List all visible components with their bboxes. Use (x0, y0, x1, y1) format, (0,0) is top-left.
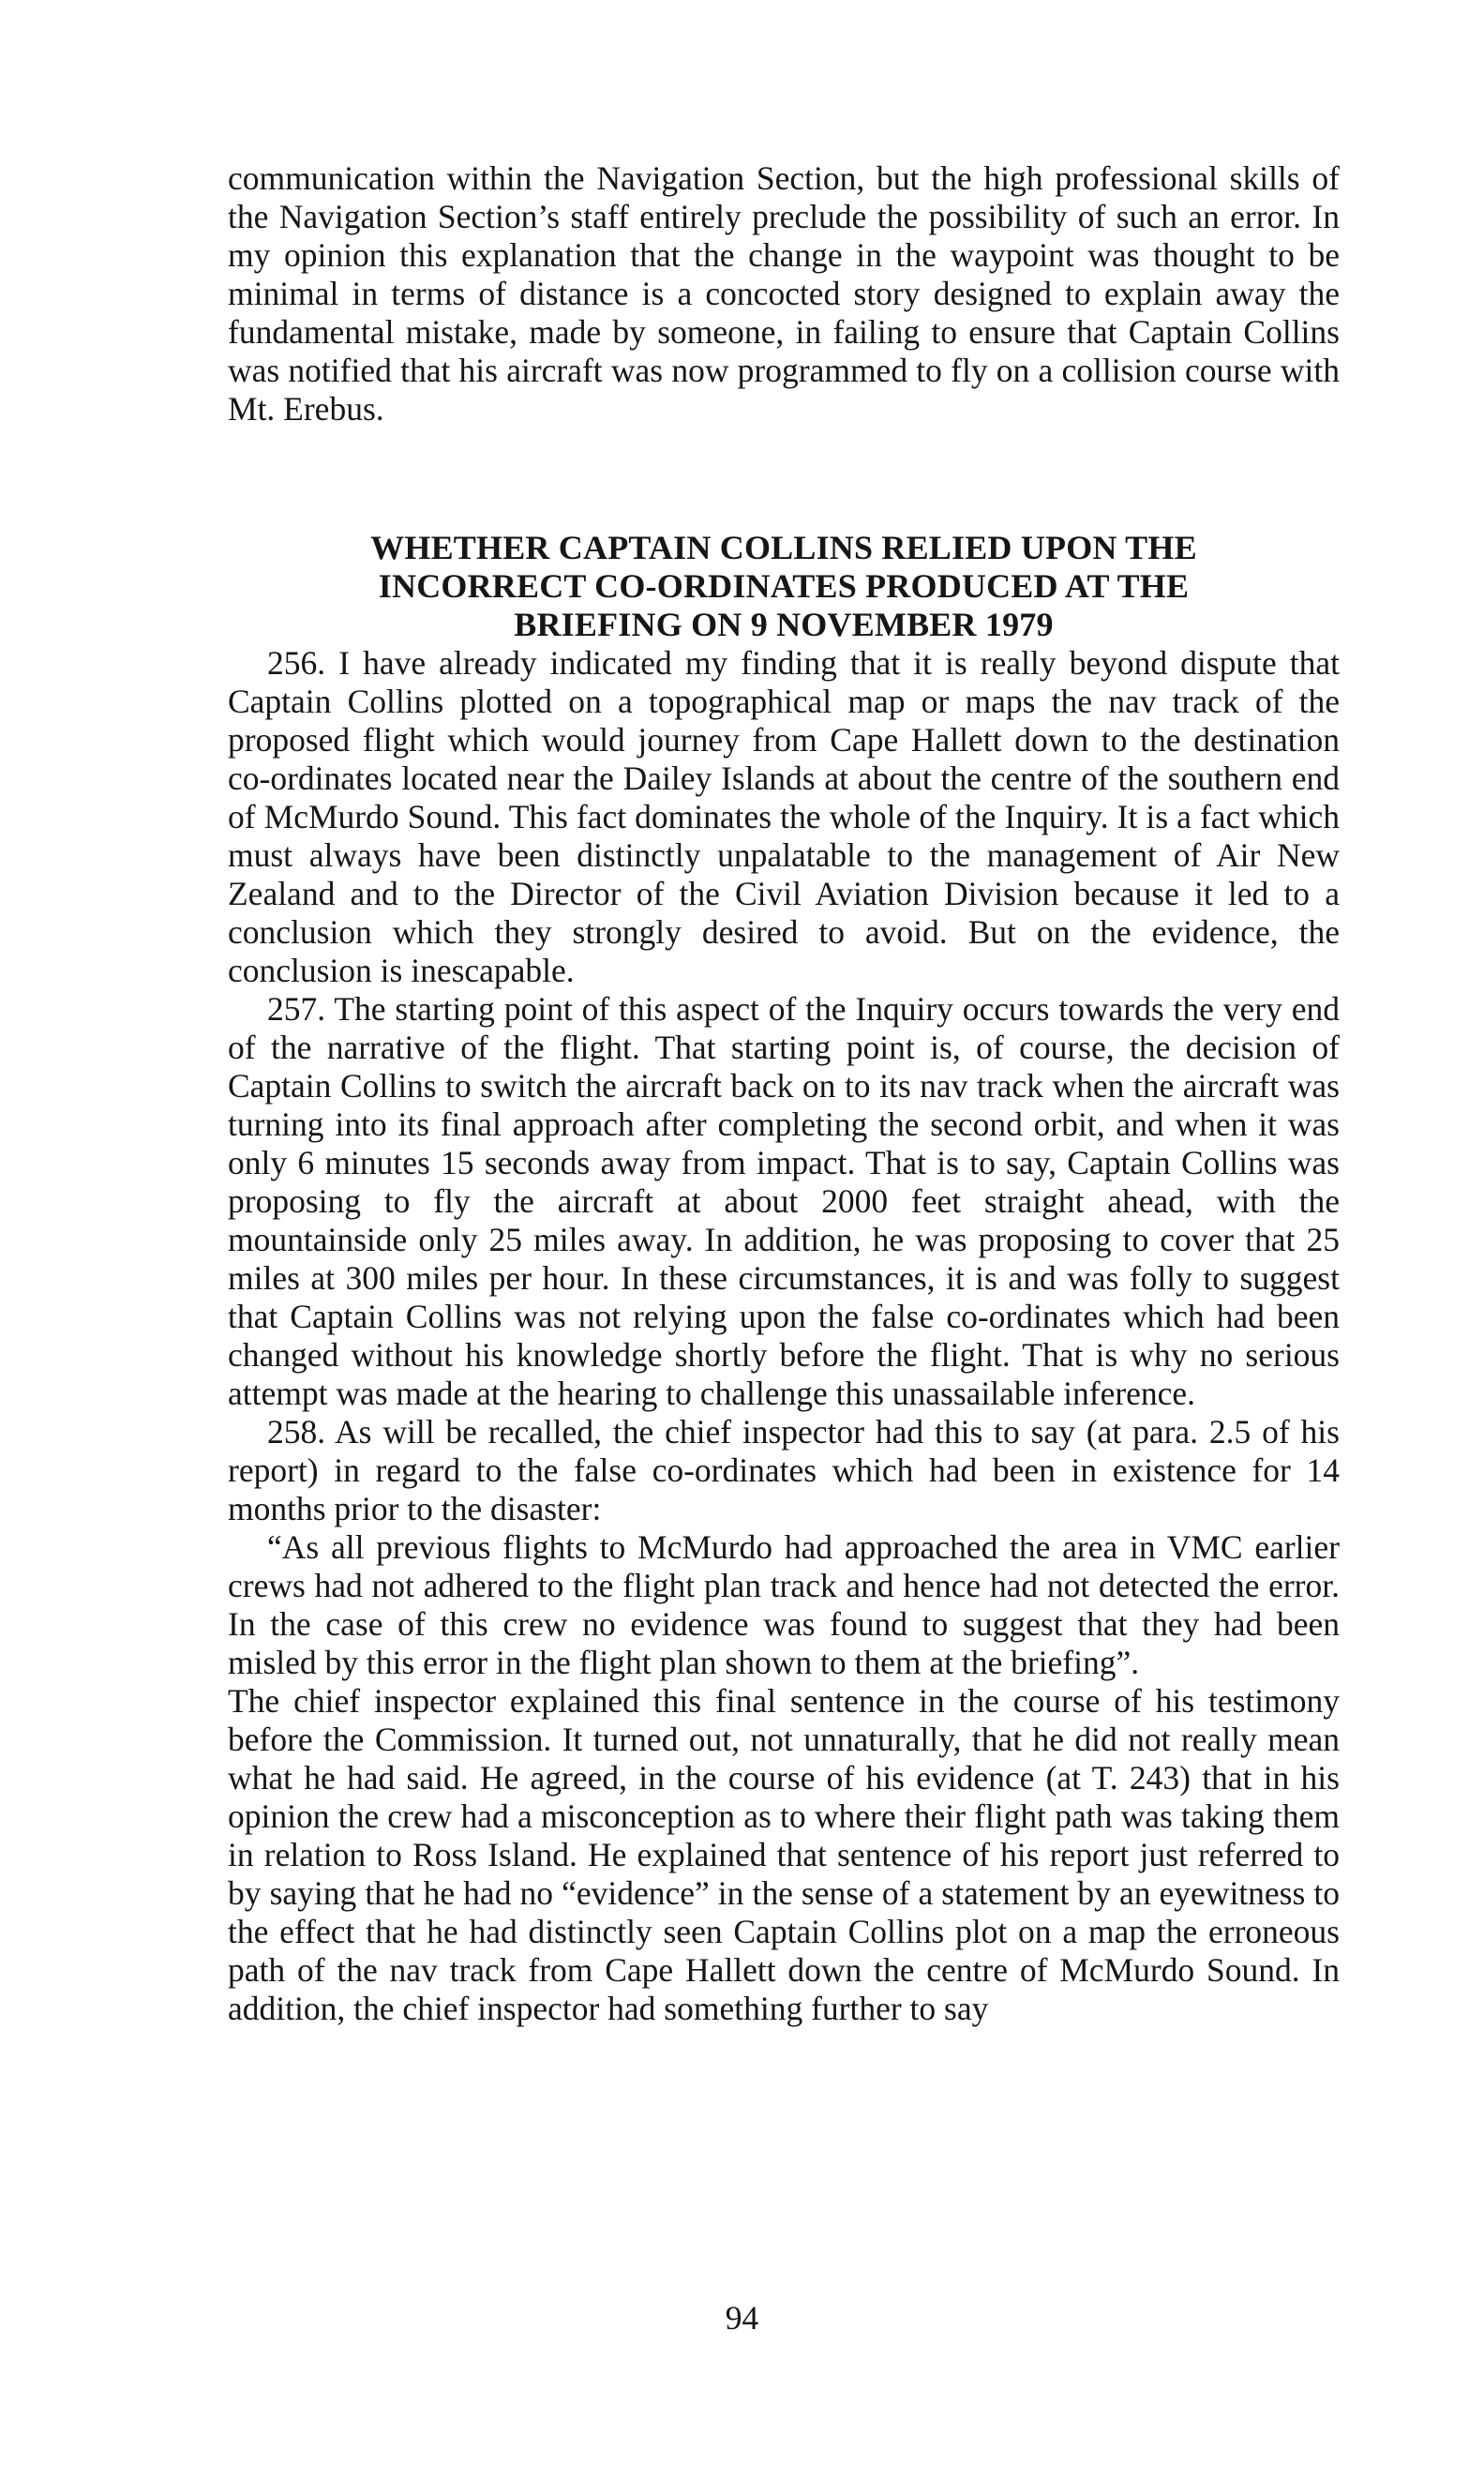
paragraph-257: 257. The starting point of this aspect of the Inquiry occurs towards the very end of the narrative of the flight. That starting point is, of course, the decision of Captain Collins to switch the aircraft back on to its nav track when the aircraft was turning into its final approach after completing the second orbit, and when it was only 6 minutes 15 seconds away from impact. That is to say, Captain Collins was proposing to fly the aircraft at about 2000 feet straight ahead, with the mountainside only 25 miles away. In addition, he was proposing to cover that 25 miles at 300 miles per hour. In these circumstances, it is and was folly to suggest that Captain Collins was not relying upon the false co-ordinates which had been changed without his knowledge shortly before the flight. That is why no serious attempt was made at the hearing to challenge this unassailable inference. (228, 990, 1340, 1412)
page-body (228, 159, 1340, 2028)
section-heading (228, 529, 1340, 644)
page-number: 94 (725, 2299, 759, 2337)
quotation-text: “As all previous flights to McMurdo had approached the area in VMC earlier crews had not adhered to the flight plan track and hence had not detected the error. In the case of this crew no evidence was found to suggest that they had been misled by this error in the flight plan shown to them at the briefing”. (228, 1528, 1340, 1681)
heading-line-3: BRIEFING ON 9 NOVEMBER 1979 (514, 606, 1054, 643)
heading-line-2: INCORRECT CO-ORDINATES PRODUCED AT THE (378, 567, 1190, 605)
heading-line-1: WHETHER CAPTAIN COLLINS RELIED UPON THE (370, 529, 1197, 566)
block-quotation (228, 1528, 1340, 1682)
paragraph-258: 258. As will be recalled, the chief inspector had this to say (at para. 2.5 of his report) in regard to the false co-ordinates which had been in existence for 14 months prior to the disaster: (228, 1413, 1340, 1527)
closing-paragraph: The chief inspector explained this final sentence in the course of his testimony before the Commission. It turned out, not unnaturally, that he did not really mean what he had said. He agreed, in the course of his evidence (at T. 243) that in his opinion the crew had a misconception as to where their flight path was taking them in relation to Ross Island. He explained that sentence of his report just referred to by saying that he had no “evidence” in the sense of a statement by an eyewitness to the effect that he had distinctly seen Captain Collins plot on a map the erroneous path of the nav track from Cape Hallett down the centre of McMurdo Sound. In addition, the chief inspector had something further to say (228, 1682, 1340, 2027)
paragraph-256: 256. I have already indicated my finding that it is really beyond dispute that Captain Collins plotted on a topographical map or maps the nav track of the proposed flight which would journey from Cape Hallett down to the destination co-ordinates located near the Dailey Islands at about the centre of the southern end of McMurdo Sound. This fact dominates the whole of the Inquiry. It is a fact which must always have been distinctly unpalatable to the management of Air New Zealand and to the Director of the Civil Aviation Division because it led to a conclusion which they strongly desired to avoid. But on the evidence, the conclusion is inescapable. (228, 644, 1340, 989)
opening-paragraph: communication within the Navigation Section, but the high professional skills of the Navigation Section’s staff entirely preclude the possibility of such an error. In my opinion this explanation that the change in the waypoint was thought to be minimal in terms of distance is a concocted story designed to explain away the fundamental mistake, made by someone, in failing to ensure that Captain Collins was notified that his aircraft was now programmed to fly on a collision course with Mt. Erebus. (228, 159, 1340, 428)
